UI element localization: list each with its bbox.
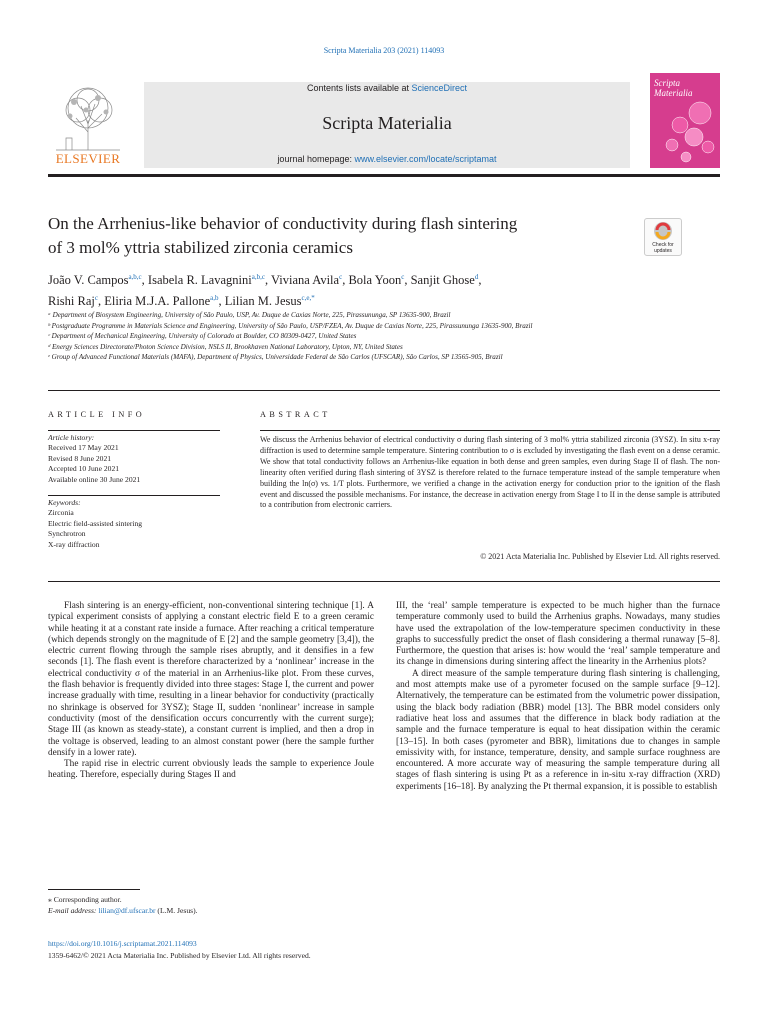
author-name[interactable]: Isabela R. Lavagnini [147,273,252,288]
journal-citation[interactable]: Scripta Materialia 203 (2021) 114093 [323,46,445,55]
keyword-item: X-ray diffraction [48,539,100,549]
email-label: E-mail address: [48,906,99,915]
journal-name: Scripta Materialia [322,113,452,133]
contents-available-line [144,83,630,93]
author-name[interactable]: Sanjit Ghose [410,273,475,288]
author-name[interactable]: João V. Campos [48,273,129,288]
cover-title-line2: Materialia [654,88,693,98]
affiliation-b: ᵇ Postgraduate Programme in Materials Science and Engineering, University of São Paulo, USP/FZEA, Av. Duque de Caxias Norte, 225, Pirassununga 13635-900, Brazil [48,321,533,330]
title-line-2: of 3 mol% yttria stabilized zirconia ceramics [48,238,353,257]
author-affiliation-mark[interactable]: c [94,294,98,303]
author-affiliation-mark[interactable]: c,e,* [301,294,315,303]
cover-bubbles-graphic [650,73,720,168]
author-affiliation-mark[interactable]: a,b,c [251,273,265,281]
affiliation-d: ᵈ Energy Sciences Directorate/Photon Science Division, NSLS II, Brookhaven National Laboratory, Upton, NY, United States [48,342,403,351]
title-line-1: On the Arrhenius-like behavior of conductivity during flash sintering [48,214,518,233]
email-link[interactable]: lilian@df.ufscar.br [98,906,156,915]
article-history [48,433,220,485]
crossmark-label: Check for updates [652,242,674,254]
doi-link[interactable]: https://doi.org/10.1016/j.scriptamat.2021.114093 [48,939,197,948]
body-paragraph: The rapid rise in electric current obviously leads the sample to experience Joule heating. Therefore, especially during Stages II and [48,759,374,781]
homepage-link[interactable]: www.elsevier.com/locate/scriptamat [354,154,497,164]
article-title [48,212,638,260]
keyword-item: Zirconia [48,508,74,518]
author-line-1: João V. Campos$^{a,b,c}$, Isabela R. Lavagnini$^{a,b,c}$, Viviana Avila$^c$, Bola Yoon$^c$, Sanjit Ghose$^d$, [48,273,482,288]
header-divider [48,174,720,177]
crossmark-icon [645,219,681,243]
author-name[interactable]: Lilian M. Jesus [224,294,302,309]
corresponding-label: ⁎ Corresponding author. [48,895,122,904]
cover-title-line1: Scripta [654,78,680,88]
history-revised: Revised 8 June 2021 [48,453,112,463]
keyword-item: Synchrotron [48,529,86,539]
author-name[interactable]: Bola Yoon [348,273,402,288]
author-affiliation-mark[interactable]: a,b [210,294,219,303]
affiliation-c: ᶜ Department of Mechanical Engineering, University of Colorado at Boulder, CO 80309-0427, United States [48,332,357,341]
abstract-heading: ABSTRACT [260,410,331,419]
author-affiliation-mark[interactable]: d [474,273,479,281]
history-received: Received 17 May 2021 [48,443,119,453]
abstract-text: We discuss the Arrhenius behavior of electrical conductivity σ during flash sintering of 3 mol% yttria stabilized zirconia (3YSZ). In situ x-ray diffraction is used to determine sample temperature. Sintering contribution to σ is excluded by investigating the flash event on a dense ceramic. We show that total conductivity follows an Arrhenius-like equation in both dense and green samples, even during Stage II of flash. The non-linearity often verified during flash sintering of 3YSZ is therefore related to the furnace temperature instead of the sample temperature when building the ln(σ) vs. 1/T plots. Furthermore, we verified a change in the activation energy for conduction prior to the ignition of the flash event and discussed the possible mechanisms. For instance, the decrease in activation energy from Stage I to II in the dense sample is attributed to a contribution from electronic carriers. [260,435,720,510]
affiliation-a: ᵃ Department of Biosystem Engineering, University of São Paulo, USP, Av. Duque de Caxias Norte, 225, Pirassununga, SP 13635-900, Brazil [48,311,451,319]
body-paragraph: III, the ‘real’ sample temperature is expected to be much higher than the furnace temperature commonly used to build the Arrhenius graphs. Nowadays, many studies have used the extrapolation of the low-temperature specimen conductivity in these graphs to successfully predict the onset of flash considering a thermal runaway [5–8]. Furthermore, the question that arises is: how would the ‘real’ sample temperature and its change in dimensions during sintering affect the linearity in the Arrhenius plots? [396,601,720,668]
author-affiliation-mark[interactable]: a,b,c [128,273,142,281]
author-list [48,268,698,310]
author-name[interactable]: Rishi Raj [48,294,95,309]
journal-homepage-line [144,154,630,164]
contents-prefix: Contents lists available at [306,83,412,93]
email-suffix: (L.M. Jesus). [155,906,198,915]
keywords-rule [48,495,220,496]
sciencedirect-link[interactable]: ScienceDirect [411,83,468,93]
abstract-divider [48,581,720,582]
email-line [48,905,374,916]
affiliations [48,310,648,363]
keywords [48,498,220,550]
author-affiliation-mark[interactable]: c [401,273,405,281]
author-name[interactable]: Eliria M.J.A. Pallone [104,294,211,309]
body-paragraph: Flash sintering is an energy-efficient, non-conventional sintering technique [1]. A typical experiment consists of applying a constant electric field E to a green ceramic while heating it at a constant rate inside a furnace. After reaching a critical temperature (which depends strongly on the magnitude of E [2] and the sample geometry [3,4]), the electric current flowing through the sample rises abruptly, and it densifies in a few seconds [1]. The flash event is therefore characterized by a ‘nonlinear’ increase in the electrical conductivity σ of the material in an Arrhenius-like plot. From these curves, the flash behavior is frequently divided into three stages: Stage I, the current and power increase gradually with time, resulting in a linear behavior for conductivity (practically no shrinkage is observed for 3YSZ); Stage II, sudden ‘nonlinear’ increase in sample conductivity (most of the densification occurs concurrently with the current surge); Stage III (as known as steady-state), a constant current is implied, and then a drop in the voltage is observed, leading to an almost constant power (here the sample further densify in a lower rate). [48,601,374,758]
footnote-rule [48,889,140,890]
author-line-2: Rishi Raj$^c$, Eliria M.J.A. Pallone$^{a,b}$, Lilian M. Jesus$^{c,e,*}$ [48,294,315,309]
history-label: Article history: [48,433,95,442]
corresponding-author-footnote [48,894,374,916]
body-column-right [396,601,720,793]
body-column-left [48,601,374,782]
affiliation-e: ᵉ Group of Advanced Functional Materials (MAFA), Department of Physics, Universidade Federal de São Carlos (UFSCAR), São Carlos, SP 13565-905, Brazil [48,353,503,362]
homepage-prefix: journal homepage: [277,154,355,164]
doi-block [48,938,448,961]
body-paragraph: A direct measure of the sample temperature during flash sintering is challenging, and most attempts make use of a pyrometer focused on the sample surface [9–12]. Alternatively, the temperature can be estimated from the volumetric power dissipation, using the black body radiation (BBR) model [13]. The BBR model considers only radiative heat loss and assumes that the difference in black body radiation at the sample and the furnace temperature is equal to heat dissipation within the ceramic [13–15]. In both cases (pyrometer and BBR), limitations due to changes in sample emissivity with, for instance, temperature, density, and sample surface roughness are encountered. A more accurate way of measuring the sample temperature during all stages of flash sintering is using Pt as a reference in in-situ x-ray diffraction (XRD) experiments [16–18]. By analyzing the Pt thermal expansion, it is possible to establish [396,668,720,792]
abstract-copyright: © 2021 Acta Materialia Inc. Published by Elsevier Ltd. All rights reserved. [480,552,720,561]
keywords-label: Keywords: [48,498,81,507]
history-accepted: Accepted 10 June 2021 [48,464,120,474]
journal-cover-thumbnail[interactable] [650,73,720,168]
history-online: Available online 30 June 2021 [48,474,141,484]
author-name[interactable]: Viviana Avila [270,273,340,288]
affiliations-divider [48,390,720,391]
issn-rights: 1359-6462/© 2021 Acta Materialia Inc. Published by Elsevier Ltd. All rights reserved. [48,950,311,960]
elsevier-wordmark: ELSEVIER [55,151,121,166]
keyword-item: Electric field-assisted sintering [48,518,143,528]
abstract-rule [260,430,720,431]
article-info-heading: ARTICLE INFO [48,410,146,419]
article-info-rule [48,430,220,431]
author-affiliation-mark[interactable]: c [339,273,343,281]
